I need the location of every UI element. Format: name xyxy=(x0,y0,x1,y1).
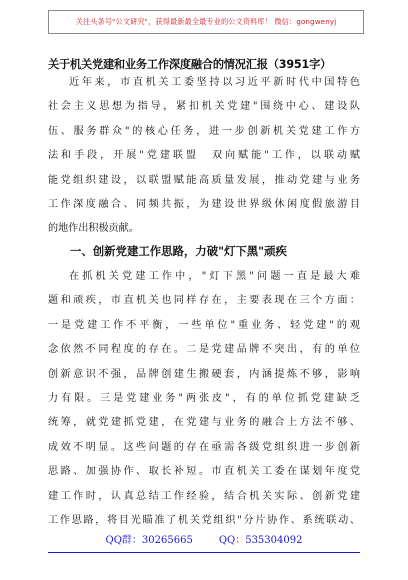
text-line: 法和手段，开展"党建联盟 双向赋能"工作，以联动赋 xyxy=(48,150,360,162)
section-paragraph xyxy=(48,265,360,533)
text-line: 念依然不同程度的存在。二是党建品牌不突出，有的单位 xyxy=(48,344,360,356)
text-line: 成效不明显。这些问题的存在亟需各级党组织进一步创新 xyxy=(48,441,360,453)
text-line: 思路、加强协作、取长补短。市直机关工委在谋划年度党 xyxy=(48,466,360,478)
text-line: 伍、服务群众"的核心任务，进一步创新机关党建工作方 xyxy=(48,125,360,137)
text-line: 近年来，市直机关工委坚持以习近平新时代中国特色 xyxy=(69,77,360,88)
footer-rule xyxy=(48,552,360,553)
text-line: 能党组织建设，以联盟赋能高质量发展，推动党建与业务 xyxy=(48,174,360,186)
text-line: 一是党建工作不平衡，一些单位"重业务、轻党建"的观 xyxy=(48,319,360,331)
footer-qq: QQ：535304092 xyxy=(218,535,303,546)
text-line: 工作思路，将目光瞄准了机关党组织"分片协作、系统联动、 xyxy=(48,514,360,526)
document-title: 关于机关党建和业务工作深度融合的情况汇报（3951字） xyxy=(48,58,332,71)
section-heading: 一、创新党建工作思路，力破"灯下黑"顽疾 xyxy=(70,244,287,258)
text-line: 创新意识不强，品牌创建生搬硬套，内涵提炼不够，影响 xyxy=(48,368,360,380)
footer-qq-group: QQ群：30265665 xyxy=(105,535,193,546)
text-line: 的地作出积极贡献。 xyxy=(48,223,139,235)
text-line: 力有限。三是党建业务"两张皮"，有的单位抓党建缺乏 xyxy=(48,392,360,404)
text-line: 在抓机关党建工作中，"灯下黑"问题一直是最大难 xyxy=(69,271,360,282)
text-line: 建工作时，认真总结工作经验，结合机关实际、创新党建 xyxy=(48,490,360,502)
header-banner: 关注头条号"公文研究"，获得最新最全最专业的公文资料库！ 微信：gongwenyj xyxy=(48,10,364,34)
intro-paragraph xyxy=(48,71,360,242)
text-line: 工作深度融合、同频共振，为建设世界级休闲度假旅游目 xyxy=(48,198,360,210)
text-line: 社会主义思想为指导，紧扣机关党建"围绕中心、建设队 xyxy=(48,101,360,113)
text-line: 题和顽疾，市直机关也同样存在，主要表现在三个方面： xyxy=(48,295,360,307)
text-line: 统筹，就党建抓党建，在党建与业务的融合上方法不够、 xyxy=(48,417,360,429)
page-footer xyxy=(0,531,408,546)
